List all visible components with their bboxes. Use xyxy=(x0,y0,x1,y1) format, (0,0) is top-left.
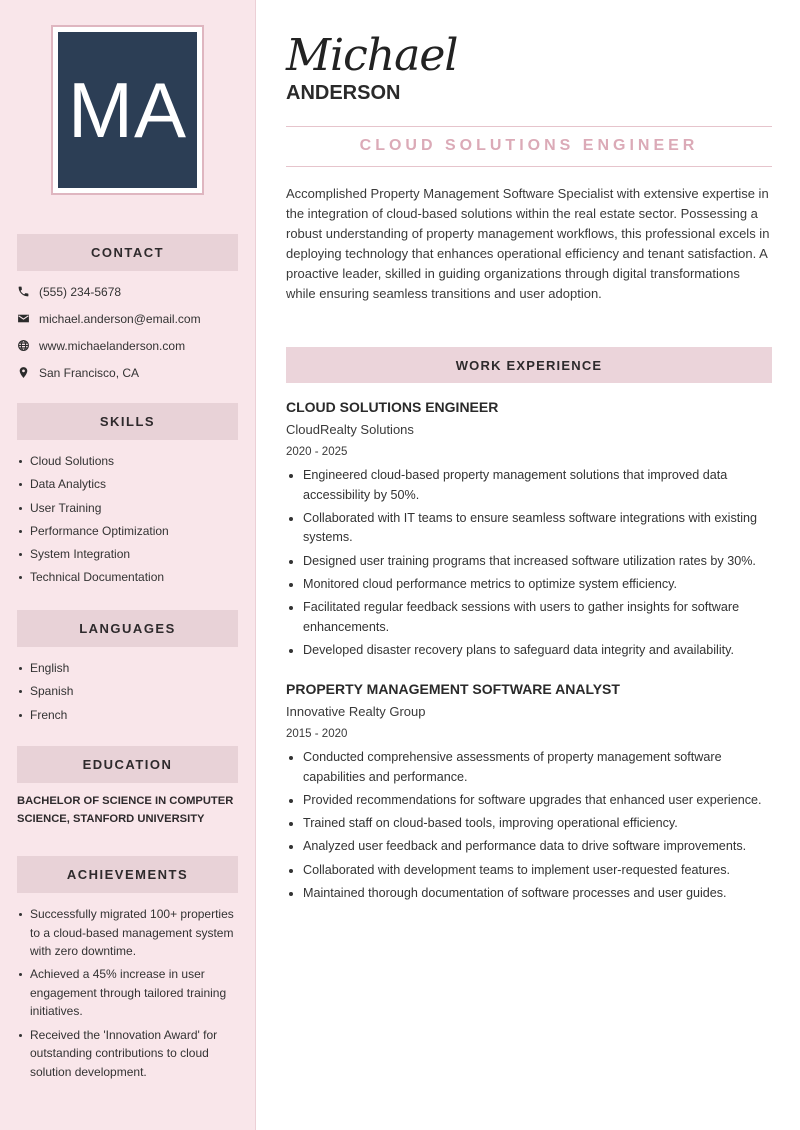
monogram-frame xyxy=(51,25,204,195)
achievements-heading: ACHIEVEMENTS xyxy=(17,856,238,893)
job-bullets xyxy=(286,748,772,903)
sidebar xyxy=(0,0,256,1130)
job-dates: 2020 - 2025 xyxy=(286,446,348,458)
skills-heading: SKILLS xyxy=(17,403,238,440)
skill-item: Cloud Solutions xyxy=(18,452,243,471)
skills-list xyxy=(18,452,243,592)
achievement-item: Achieved a 45% increase in user engagement through tailored training initiatives. xyxy=(18,965,243,1021)
job-bullets xyxy=(286,466,772,660)
contact-website xyxy=(17,332,242,359)
job-bullet: Monitored cloud performance metrics to optimize system efficiency. xyxy=(286,575,772,595)
job-bullet: Collaborated with IT teams to ensure seamless software integrations with existing systems. xyxy=(286,509,772,548)
contact-list xyxy=(17,278,242,386)
skill-item: Data Analytics xyxy=(18,475,243,494)
job-role: PROPERTY MANAGEMENT SOFTWARE ANALYST xyxy=(286,681,620,697)
job-bullet: Collaborated with development teams to implement user-requested features. xyxy=(286,861,772,881)
contact-location-text: San Francisco, CA xyxy=(39,365,140,380)
monogram-initials: MA xyxy=(58,32,197,188)
achievement-item: Received the 'Innovation Award' for outstanding contributions to cloud solution development. xyxy=(18,1026,243,1082)
work-experience-heading: WORK EXPERIENCE xyxy=(286,347,772,383)
job-bullet: Provided recommendations for software upgrades that enhanced user experience. xyxy=(286,791,772,811)
job-bullet: Analyzed user feedback and performance data to drive software improvements. xyxy=(286,837,772,857)
skill-item: Performance Optimization xyxy=(18,522,243,541)
contact-website-text: www.michaelanderson.com xyxy=(39,338,186,353)
contact-location xyxy=(17,359,242,386)
contact-phone xyxy=(17,278,242,305)
job-bullet: Conducted comprehensive assessments of property management software capabilities and performance. xyxy=(286,748,772,787)
title-bottom-divider xyxy=(286,166,772,167)
job-bullet: Designed user training programs that increased software utilization rates by 30%. xyxy=(286,552,772,572)
email-icon xyxy=(17,312,30,325)
first-name: Michael xyxy=(286,30,458,81)
education-degree: BACHELOR OF SCIENCE IN COMPUTER SCIENCE, STANFORD UNIVERSITY xyxy=(17,795,234,825)
job-company: CloudRealty Solutions xyxy=(286,422,414,437)
job-entry-2 xyxy=(286,679,772,907)
achievements-list xyxy=(18,905,243,1086)
education-heading: EDUCATION xyxy=(17,746,238,783)
title-top-divider xyxy=(286,126,772,127)
globe-icon xyxy=(17,339,30,352)
contact-heading: CONTACT xyxy=(17,234,238,271)
job-entry-1 xyxy=(286,397,772,664)
skill-item: User Training xyxy=(18,499,243,518)
languages-list xyxy=(18,659,243,729)
professional-title: CLOUD SOLUTIONS ENGINEER xyxy=(359,137,699,154)
skill-item: Technical Documentation xyxy=(18,568,243,587)
job-dates: 2015 - 2020 xyxy=(286,728,348,740)
achievement-item: Successfully migrated 100+ properties to a cloud-based management system with zero downtime. xyxy=(18,905,243,961)
language-item: English xyxy=(18,659,243,678)
job-bullet: Developed disaster recovery plans to safeguard data integrity and availability. xyxy=(286,641,772,661)
job-role: CLOUD SOLUTIONS ENGINEER xyxy=(286,399,499,415)
contact-email xyxy=(17,305,242,332)
language-item: Spanish xyxy=(18,682,243,701)
job-bullet: Facilitated regular feedback sessions with users to gather insights for software enhancements. xyxy=(286,598,772,637)
job-bullet: Engineered cloud-based property management solutions that improved data accessibility by 50%. xyxy=(286,466,772,505)
phone-icon xyxy=(17,285,30,298)
language-item: French xyxy=(18,706,243,725)
contact-phone-text: (555) 234-5678 xyxy=(39,284,122,299)
contact-email-text: michael.anderson@email.com xyxy=(39,311,201,326)
languages-heading: LANGUAGES xyxy=(17,610,238,647)
job-bullet: Trained staff on cloud-based tools, improving operational efficiency. xyxy=(286,814,772,834)
job-company: Innovative Realty Group xyxy=(286,704,426,719)
last-name: ANDERSON xyxy=(286,82,401,104)
job-bullet: Maintained thorough documentation of software processes and user guides. xyxy=(286,884,772,904)
profile-summary: Accomplished Property Management Software Specialist with extensive expertise in the integration of cloud-based solutions within the real estate sector. Possessing a robust understanding of property management workflows, this professional excels in deploying technology that enhances operational efficiency and tenant satisfaction. A proactive leader, skilled in guiding organizations through digital transformations while ensuring seamless transitions and user adoption. xyxy=(286,186,770,301)
location-pin-icon xyxy=(17,366,30,379)
skill-item: System Integration xyxy=(18,545,243,564)
